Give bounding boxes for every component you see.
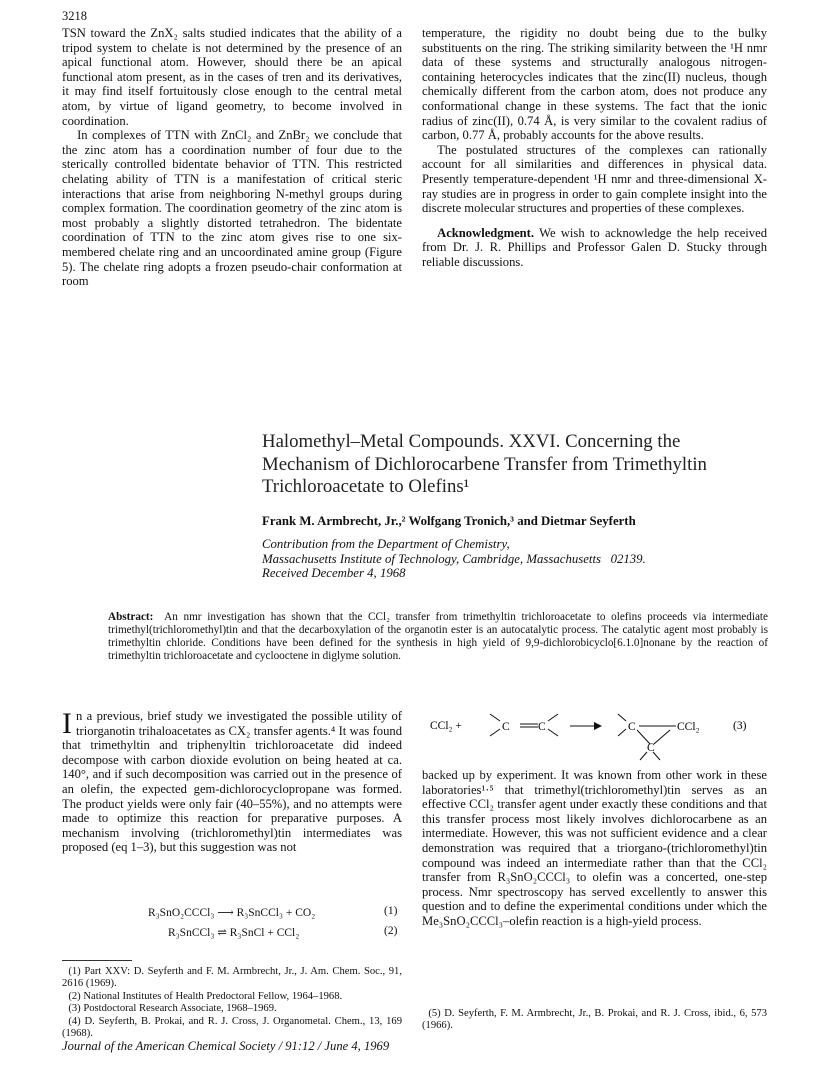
paragraph: temperature, the rigidity no doubt being due to the bulky substituents on the ring. The striking similarity between the ¹H nmr data of these systems and structurally analogous nitrogen-containing heterocycles indicates that the zinc(II) nucleus, though chemically different from the carbon atom, does not produce any conformational change in these systems. The fact that the ionic radius of zinc(II), 0.74 Å, is very similar to the covalent radius of carbon, 0.77 Å, probably accounts for the above results. xyxy=(422,26,767,143)
received-date: Received December 4, 1968 xyxy=(262,566,406,581)
footnote: (5) D. Seyferth, F. M. Armbrecht, Jr., B. Prokai, and R. J. Cross, ibid., 6, 573 (1966). xyxy=(422,1008,767,1032)
acknowledgment-heading: Acknowledgment. xyxy=(437,225,535,240)
equation-1: R₃SnO₂CCCl₃ ⟶ R₃SnCCl₃ + CO₂ xyxy=(148,907,316,919)
acknowledgment-text: We wish to acknowledge the help received from Dr. J. R. Phillips and Professor Galen D. Stucky through reliable discussions. xyxy=(422,225,767,269)
abstract-label: Abstract: xyxy=(108,611,154,623)
carbon-label: C xyxy=(628,721,636,733)
eq3-reactant: CCl₂ + xyxy=(430,720,462,732)
page-number: 3218 xyxy=(62,9,87,23)
drop-cap: I xyxy=(62,707,72,740)
footnotes xyxy=(62,966,402,1040)
affiliation-line: Contribution from the Department of Chemistry, xyxy=(262,537,510,551)
top-right-column xyxy=(422,26,767,270)
eq3-number: (3) xyxy=(733,720,747,732)
journal-footer: Journal of the American Chemical Society / 91:12 / June 4, 1969 xyxy=(62,1039,390,1053)
acknowledgment xyxy=(422,226,767,270)
article-title: Halomethyl–Metal Compounds. XXVI. Concerning the Mechanism of Dichlorocarbene Transfer from Trimethyltin Trichloroacetate to Olefins¹ xyxy=(262,431,707,498)
affiliation-line: Massachusetts Institute of Technology, Cambridge, Massachusetts 02139. xyxy=(262,551,646,566)
carbon-label: C xyxy=(647,742,655,754)
equation-3-scheme xyxy=(430,700,770,764)
abstract-text: An nmr investigation has shown that the CCl₂ transfer from trimethyltin trichloroacetate to olefins proceeds via intermediate trimethyl(trichloromethyl)tin and that the decarboxylation of the organotin ester is an autocatalytic process. The catalytic agent most probably is trimethyltin chloride. Conditions have been defined for the synthesis in high yield of 9,9-dichlorobicyclo[6.1.0]nonane by the reaction of trimethyltin trichloroacetate and cyclooctene in diglyme solution. xyxy=(108,611,769,662)
paragraph: TSN toward the ZnX₂ salts studied indicates that the ability of a tripod system to chelate is not determined by the presence of an apical functional atom. However, should there be an apical functional atom present, as in the cases of tren and its derivatives, it may find itself fortuitously close enough to the central metal atom, by virtue of ligand geometry, to become involved in coordination. xyxy=(62,26,402,128)
footnote: (1) Part XXV: D. Seyferth and F. M. Armbrecht, Jr., J. Am. Chem. Soc., 91, 2616 (1969). xyxy=(62,966,402,990)
body-text: n a previous, brief study we investigated the possible utility of triorganotin trihaloacetates as CX₂ transfer agents.⁴ It was found that trimethyltin and triphenyltin trichloroacetate did indeed decompose with carbon dioxide evolution on being heated at ca. 140°, and if such decomposition was carried out in the presence of an olefin, the expected gem-dichlorocyclopropane was formed. The product yields were only fair (40–55%), and no attempts were made to optimize this reaction for preparative purposes. A mechanism involving (trichloromethyl)tin intermediates was proposed (eq 1–3), but this suggestion was not xyxy=(62,709,402,855)
article-authors: Frank M. Armbrecht, Jr.,² Wolfgang Tronich,³ and Dietmar Seyferth xyxy=(262,514,636,528)
carbon-label: C xyxy=(538,721,546,733)
equation-number: (2) xyxy=(384,925,398,937)
paragraph: The postulated structures of the complexes can rationally account for all similarities and differences in physical data. Presently temperature-dependent ¹H nmr and three-dimensional X-ray studies are in progress in order to gain complete insight into the discrete molecular structures and properties of these complexes. xyxy=(422,142,767,216)
carbon-label: C xyxy=(502,721,510,733)
body-left-column xyxy=(62,709,402,855)
top-left-column xyxy=(62,26,402,289)
affiliation xyxy=(262,537,782,581)
arrow-head xyxy=(594,722,602,730)
footnote: (2) National Institutes of Health Predoctoral Fellow, 1964–1968. xyxy=(68,990,343,1002)
eq3-product-label: CCl₂ xyxy=(677,721,700,733)
equation-number: (1) xyxy=(384,905,398,917)
footnote-rule xyxy=(62,960,132,961)
abstract xyxy=(108,611,768,663)
footnote: (4) D. Seyferth, B. Prokai, and R. J. Cross, J. Organometal. Chem., 13, 169 (1968). xyxy=(62,1015,402,1040)
body-right-column: backed up by experiment. It was known from other work in these laboratories¹·⁵ that trimethyl(trichloromethyl)tin serves as an effective CCl₂ transfer agent under exactly these conditions and that this transfer process most likely involves dichlorocarbene as an intermediate. However, this was not sufficient evidence and a clear demonstration was required that a triorgano-(trichloromethyl)tin compound was indeed an intermediate rather than that the CCl₂ transfer from R₃SnO₂CCCl₃ to olefin was a concerted, one-step process. Nmr spectroscopy has served excellently to answer this question and to define the experimental conditions under which the Me₃SnO₂CCCl₃–olefin reaction is a high-yield process. xyxy=(422,768,767,928)
equation-2: R₃SnCCl₃ ⇌ R₃SnCl + CCl₂ xyxy=(168,927,300,939)
paragraph: In complexes of TTN with ZnCl₂ and ZnBr₂ we conclude that the zinc atom has a coordination number of four due to the sterically controlled bidentate behavior of TTN. This restricted chelating ability of TTN is a manifestation of critical steric interactions that arise from neighboring N-methyl groups during complex formation. The coordination geometry of the zinc atom is most probably a slightly distorted tetrahedron. The bidentate coordination of TTN to the zinc atom gives rise to one six-membered chelate ring and an uncoordinated amine group (Figure 5). The chelate ring adopts a frozen pseudo-chair conformation at room xyxy=(62,128,402,289)
footnote: (3) Postdoctoral Research Associate, 1968–1969. xyxy=(68,1003,277,1015)
